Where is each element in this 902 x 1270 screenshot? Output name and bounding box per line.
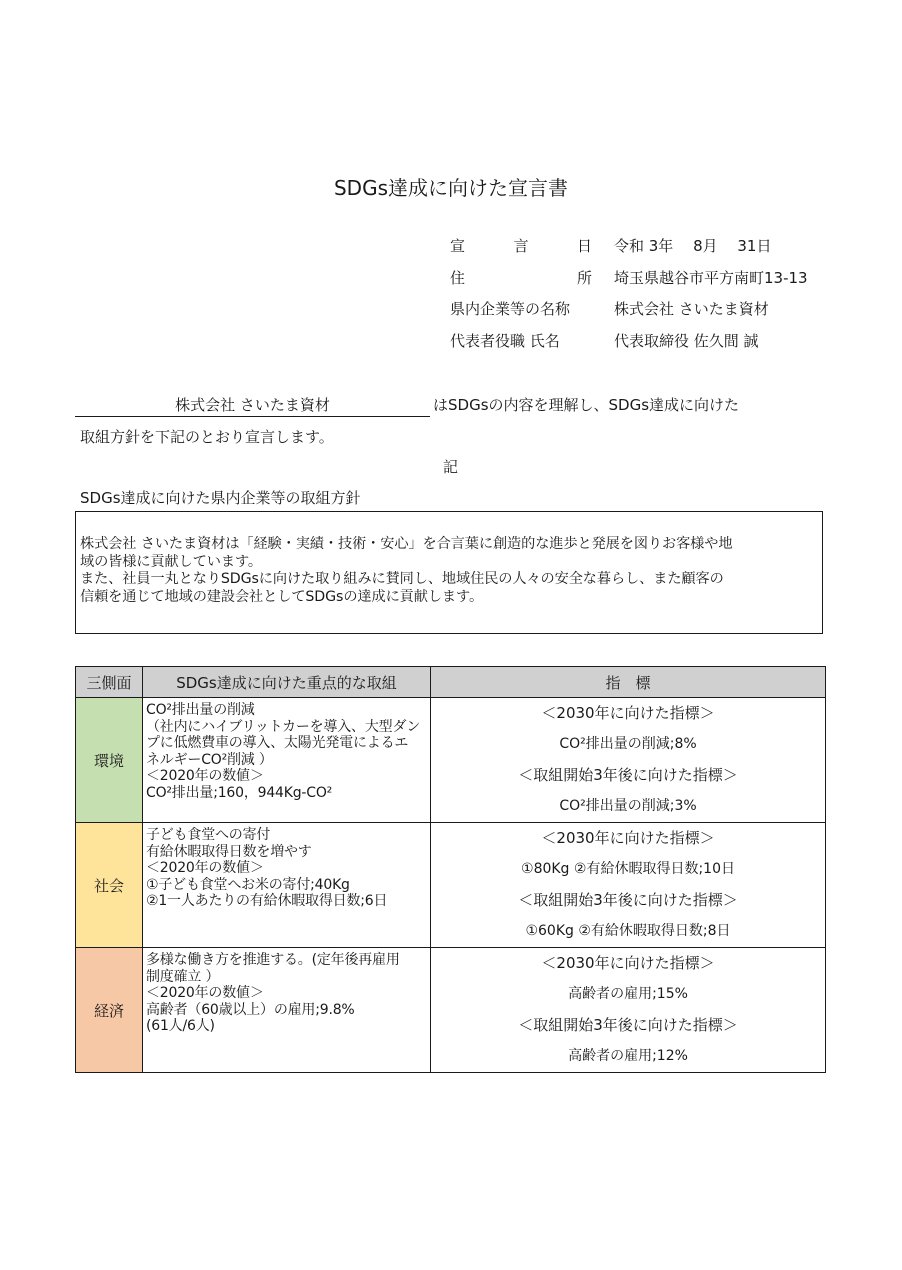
side-cell-economy: 経済 xyxy=(76,948,143,1073)
date-label-char: 日 xyxy=(576,237,592,255)
document-title: SDGs達成に向けた宣言書 xyxy=(333,176,568,200)
ki-mark: 記 xyxy=(443,458,459,476)
declaration-text: はSDGsの内容を理解し、SDGs達成に向けた xyxy=(433,396,740,414)
indicator-3yr-heading: ＜取組開始3年後に向けた指標＞ xyxy=(518,891,738,909)
address-label xyxy=(450,268,592,288)
sdgs-table xyxy=(75,666,826,1073)
side-cell-environment: 環境 xyxy=(76,698,143,823)
indicator-3yr-value: 高齢者の雇用;12% xyxy=(568,1048,688,1064)
address-value: 埼玉県越谷市平方南町13-13 xyxy=(614,269,808,287)
initiative-cell: CO²排出量の削減 （社内にハイブリットカーを導入、大型ダン プに低燃費車の導入、太陽光発電によるエ ネルギーCO²削減 ） ＜2020年の数値＞ CO²排出量;160，944Kg-CO² xyxy=(143,698,431,823)
address-label-char: 所 xyxy=(576,269,592,287)
indicator-cell xyxy=(431,698,826,823)
initiative-cell: 子ども食堂への寄付 有給休暇取得日数を増やす ＜2020年の数値＞ ①子ども食堂へお米の寄付;40Kg ②1一人あたりの有給休暇取得日数;6日 xyxy=(143,823,431,948)
date-label xyxy=(450,236,592,256)
indicator-2030-value: ①80Kg ②有給休暇取得日数;10日 xyxy=(521,861,735,877)
date-value: 令和 3年 8月 31日 xyxy=(614,237,772,255)
table-row-environment xyxy=(76,698,826,823)
company-name-label: 県内企業等の名称 xyxy=(450,300,571,318)
policy-heading: SDGs達成に向けた県内企業等の取組方針 xyxy=(80,489,361,507)
indicator-2030-heading: ＜2030年に向けた指標＞ xyxy=(541,704,715,722)
indicator-2030-value: CO²排出量の削減;8% xyxy=(559,736,697,752)
representative-label: 代表者役職 氏名 xyxy=(450,332,560,350)
initiative-cell: 多様な働き方を推進する。(定年後再雇用 制度確立 ） ＜2020年の数値＞ 高齢者（60歳以上）の雇用;9.8% (61人/6人) xyxy=(143,948,431,1073)
table-row-economy xyxy=(76,948,826,1073)
declaration-text-line2: 取組方針を下記のとおり宣言します。 xyxy=(80,428,334,446)
side-cell-society: 社会 xyxy=(76,823,143,948)
indicator-2030-heading: ＜2030年に向けた指標＞ xyxy=(541,829,715,847)
company-name-value: 株式会社 さいたま資材 xyxy=(614,300,769,318)
indicator-cell xyxy=(431,948,826,1073)
indicator-3yr-heading: ＜取組開始3年後に向けた指標＞ xyxy=(518,1016,738,1034)
indicator-3yr-value: CO²排出量の削減;3% xyxy=(559,798,697,814)
indicator-2030-heading: ＜2030年に向けた指標＞ xyxy=(541,954,715,972)
table-header-row xyxy=(76,667,826,698)
indicator-3yr-heading: ＜取組開始3年後に向けた指標＞ xyxy=(518,766,738,784)
indicator-cell xyxy=(431,823,826,948)
indicator-3yr-value: ①60Kg ②有給休暇取得日数;8日 xyxy=(525,923,731,939)
date-label-char: 宣 xyxy=(450,237,466,255)
policy-text: 株式会社 さいたま資材は「経験・実績・技術・安心」を合言葉に創造的な進歩と発展を図りお客様や地 域の皆様に貢献しています。 また、社員一丸となりSDGsに向けた取り組みに賛同し、地域住民の人々の安全な暮らし、また顧客の 信頼を通じて地域の建設会社としてSDGsの達成に貢献します。 xyxy=(80,536,733,605)
declaring-company: 株式会社 さいたま資材 xyxy=(175,396,330,414)
indicator-2030-value: 高齢者の雇用;15% xyxy=(568,986,688,1002)
header-initiative: SDGs達成に向けた重点的な取組 xyxy=(143,667,431,698)
address-label-char: 住 xyxy=(450,269,466,287)
header-side: 三側面 xyxy=(76,667,143,698)
table-row-society xyxy=(76,823,826,948)
date-label-char: 言 xyxy=(513,237,529,255)
company-underline xyxy=(75,416,430,417)
header-indicator: 指 標 xyxy=(431,667,826,698)
representative-value: 代表取締役 佐久間 誠 xyxy=(614,332,759,350)
